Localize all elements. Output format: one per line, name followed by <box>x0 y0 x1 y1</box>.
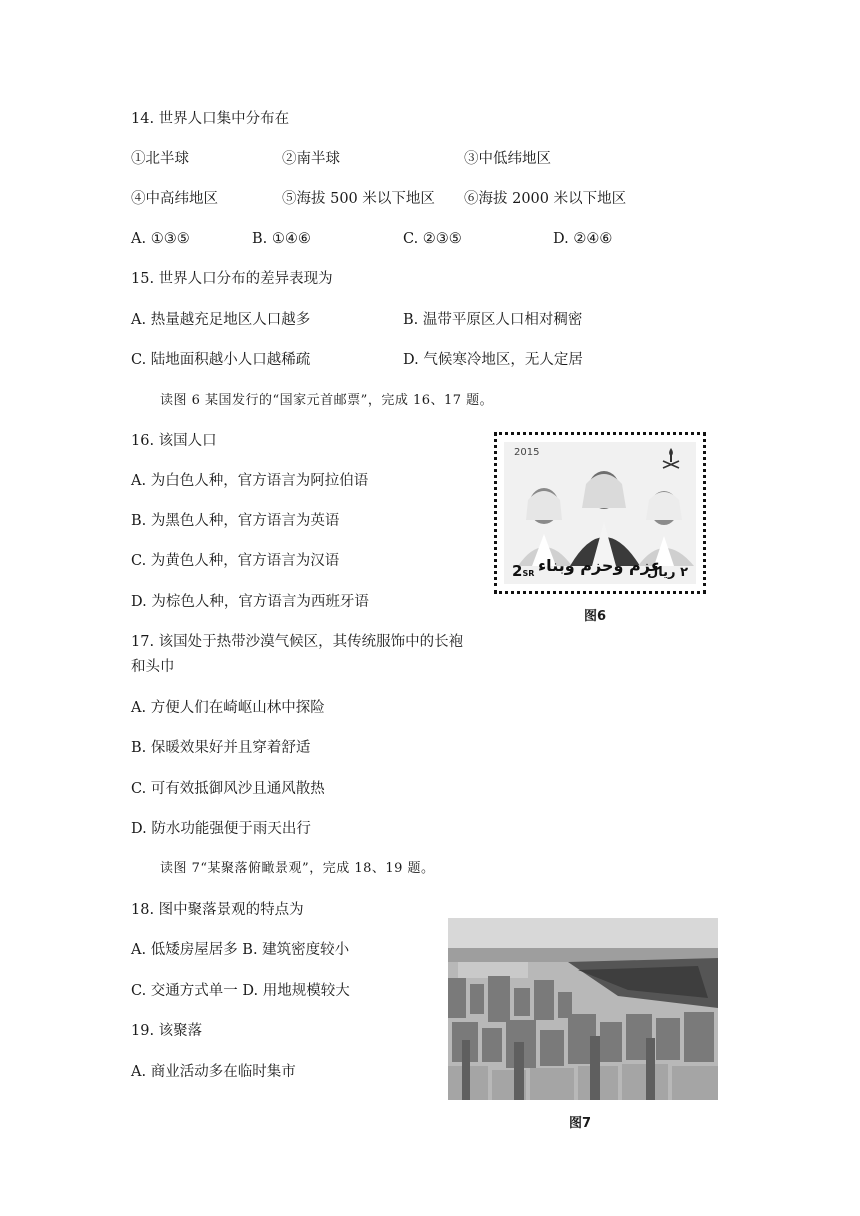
q18-line2: C. 交通方式单一 D. 用地规模较大 <box>131 983 350 999</box>
q14-opt-3: ③中低纬地区 <box>464 151 551 167</box>
q17-choice-c: C. 可有效抵御风沙且通风散热 <box>131 781 325 797</box>
q18-stem: 18. 图中聚落景观的特点为 <box>131 902 304 918</box>
q14-choice-c: C. ②③⑤ <box>403 231 462 247</box>
q14-opt-6: ⑥海拔 2000 米以下地区 <box>464 191 627 207</box>
q14-opt-5: ⑤海拔 500 米以下地区 <box>282 191 435 207</box>
q18-line1: A. 低矮房屋居多 B. 建筑密度较小 <box>131 942 350 958</box>
q15-stem: 15. 世界人口分布的差异表现为 <box>131 271 333 287</box>
q15-choice-a: A. 热量越充足地区人口越多 <box>131 312 311 328</box>
intro-fig6: 读图 6 某国发行的“国家元首邮票”，完成 16、17 题。 <box>160 393 494 408</box>
q16-choice-a: A. 为白色人种，官方语言为阿拉伯语 <box>131 473 369 489</box>
q15-choice-b: B. 温带平原区人口相对稠密 <box>403 312 583 328</box>
q14-opt-4: ④中高纬地区 <box>131 191 218 207</box>
intro-fig7: 读图 7“某聚落俯瞰景观”，完成 18、19 题。 <box>160 861 435 876</box>
stamp-year: 2015 <box>514 447 540 458</box>
aerial-city-photo <box>448 918 718 1100</box>
fig7-caption: 图7 <box>569 1116 592 1131</box>
q17-choice-d: D. 防水功能强便于雨天出行 <box>131 821 311 837</box>
q17-choice-a: A. 方便人们在崎岖山林中探险 <box>131 700 325 716</box>
stamp-value <box>512 562 534 580</box>
q16-choice-b: B. 为黑色人种，官方语言为英语 <box>131 513 340 529</box>
stamp-value-number: 2 <box>512 562 523 580</box>
fig6-caption: 图6 <box>584 609 607 624</box>
q16-stem: 16. 该国人口 <box>131 433 217 449</box>
q14-stem: 14. 世界人口集中分布在 <box>131 111 290 127</box>
q19-choice-a: A. 商业活动多在临时集市 <box>131 1064 296 1080</box>
q16-choice-d: D. 为棕色人种，官方语言为西班牙语 <box>131 594 369 610</box>
q15-choice-c: C. 陆地面积越小人口越稀疏 <box>131 352 311 368</box>
stamp-value-unit: SR <box>522 569 535 578</box>
q14-opt-2: ②南半球 <box>282 151 340 167</box>
q14-choice-b: B. ①④⑥ <box>252 231 311 247</box>
q17-stem-line1: 17. 该国处于热带沙漠气候区，其传统服饰中的长袍 <box>131 634 464 650</box>
stamp-figure <box>494 432 706 594</box>
q17-stem-line2: 和头巾 <box>131 659 175 675</box>
q16-choice-c: C. 为黄色人种，官方语言为汉语 <box>131 553 340 569</box>
stamp-slogan: عزم وحزم وبناء <box>538 556 662 575</box>
q14-opt-1: ①北半球 <box>131 151 189 167</box>
q14-choice-d: D. ②④⑥ <box>553 231 613 247</box>
q14-choice-a: A. ①③⑤ <box>131 231 190 247</box>
q17-choice-b: B. 保暖效果好并且穿着舒适 <box>131 740 311 756</box>
q15-choice-d: D. 气候寒冷地区，无人定居 <box>403 352 583 368</box>
stamp-value-arabic: ٢ ريال <box>647 565 688 580</box>
q19-stem: 19. 该聚落 <box>131 1023 203 1039</box>
